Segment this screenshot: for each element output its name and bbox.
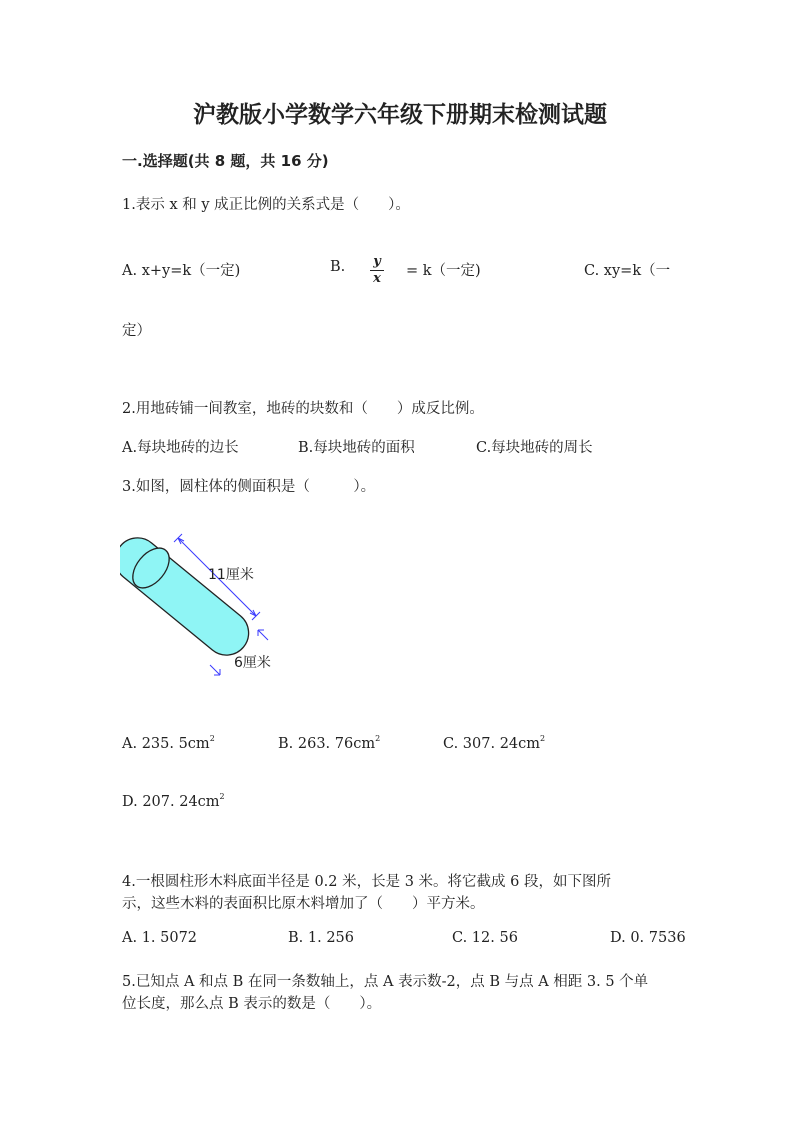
diameter-arrow-top <box>258 630 268 640</box>
question-1-option-b-label: B. <box>330 259 346 275</box>
cylinder-body <box>120 538 249 655</box>
unit-superscript: 2 <box>209 734 215 743</box>
question-4-option-a: A. 1. 5072 <box>122 930 198 946</box>
question-3-option-c <box>443 736 545 752</box>
question-5-stem-line-2: 位长度，那么点 B 表示的数是（ ）。 <box>122 996 382 1012</box>
section-heading: 一.选择题(共 8 题，共 16 分) <box>122 152 329 170</box>
unit-superscript: 2 <box>219 792 225 801</box>
question-4-option-d: D. 0. 7536 <box>610 930 686 946</box>
question-2-option-c: C.每块地砖的周长 <box>476 440 593 456</box>
option-d-text: D. 207. 24cm <box>122 794 220 810</box>
question-1-option-c: C. xy=k（一 <box>584 263 671 279</box>
question-2-option-b: B.每块地砖的面积 <box>298 440 415 456</box>
question-1-option-a: A. x+y=k（一定) <box>122 263 241 279</box>
question-3-option-b <box>278 736 380 752</box>
length-label: 11厘米 <box>208 567 254 583</box>
cylinder-figure <box>120 530 320 700</box>
unit-superscript: 2 <box>375 734 381 743</box>
question-3-stem: 3.如图，圆柱体的侧面积是（ ）。 <box>122 479 376 495</box>
question-3-option-a <box>122 736 215 752</box>
question-1-stem: 1.表示 x 和 y 成正比例的关系式是（ ）。 <box>122 197 410 213</box>
question-1-option-b-text: = k（一定) <box>406 263 481 279</box>
option-a-text: A. 235. 5cm <box>122 736 210 752</box>
question-3-option-d <box>122 794 225 810</box>
diameter-arrow-bottom <box>210 665 220 675</box>
fraction-denominator: x <box>373 271 381 286</box>
question-4-option-c: C. 12. 56 <box>452 930 518 946</box>
question-4-stem-line-1: 4.一根圆柱形木料底面半径是 0.2 米，长是 3 米。将它截成 6 段，如下图所 <box>122 874 611 890</box>
unit-superscript: 2 <box>540 734 546 743</box>
question-1-option-c-wrap: 定） <box>122 323 151 339</box>
cylinder-diagram <box>120 530 320 700</box>
option-c-text: C. 307. 24cm <box>443 736 541 752</box>
page-title: 沪教版小学数学六年级下册期末检测试题 <box>193 102 607 128</box>
question-2-stem: 2.用地砖铺一间教室，地砖的块数和（ ）成反比例。 <box>122 401 484 417</box>
diameter-label: 6厘米 <box>234 655 271 671</box>
option-b-text: B. 263. 76cm <box>278 736 376 752</box>
question-2-option-a: A.每块地砖的边长 <box>122 440 239 456</box>
question-4-option-b: B. 1. 256 <box>288 930 354 946</box>
fraction-numerator: y <box>373 254 381 269</box>
question-1-option-b-fraction <box>370 255 384 286</box>
question-4-stem-line-2: 示，这些木料的表面积比原木料增加了（ ）平方米。 <box>122 896 485 912</box>
question-5-stem-line-1: 5.已知点 A 和点 B 在同一条数轴上，点 A 表示数-2，点 B 与点 A 相距 3. 5 个单 <box>122 974 649 990</box>
